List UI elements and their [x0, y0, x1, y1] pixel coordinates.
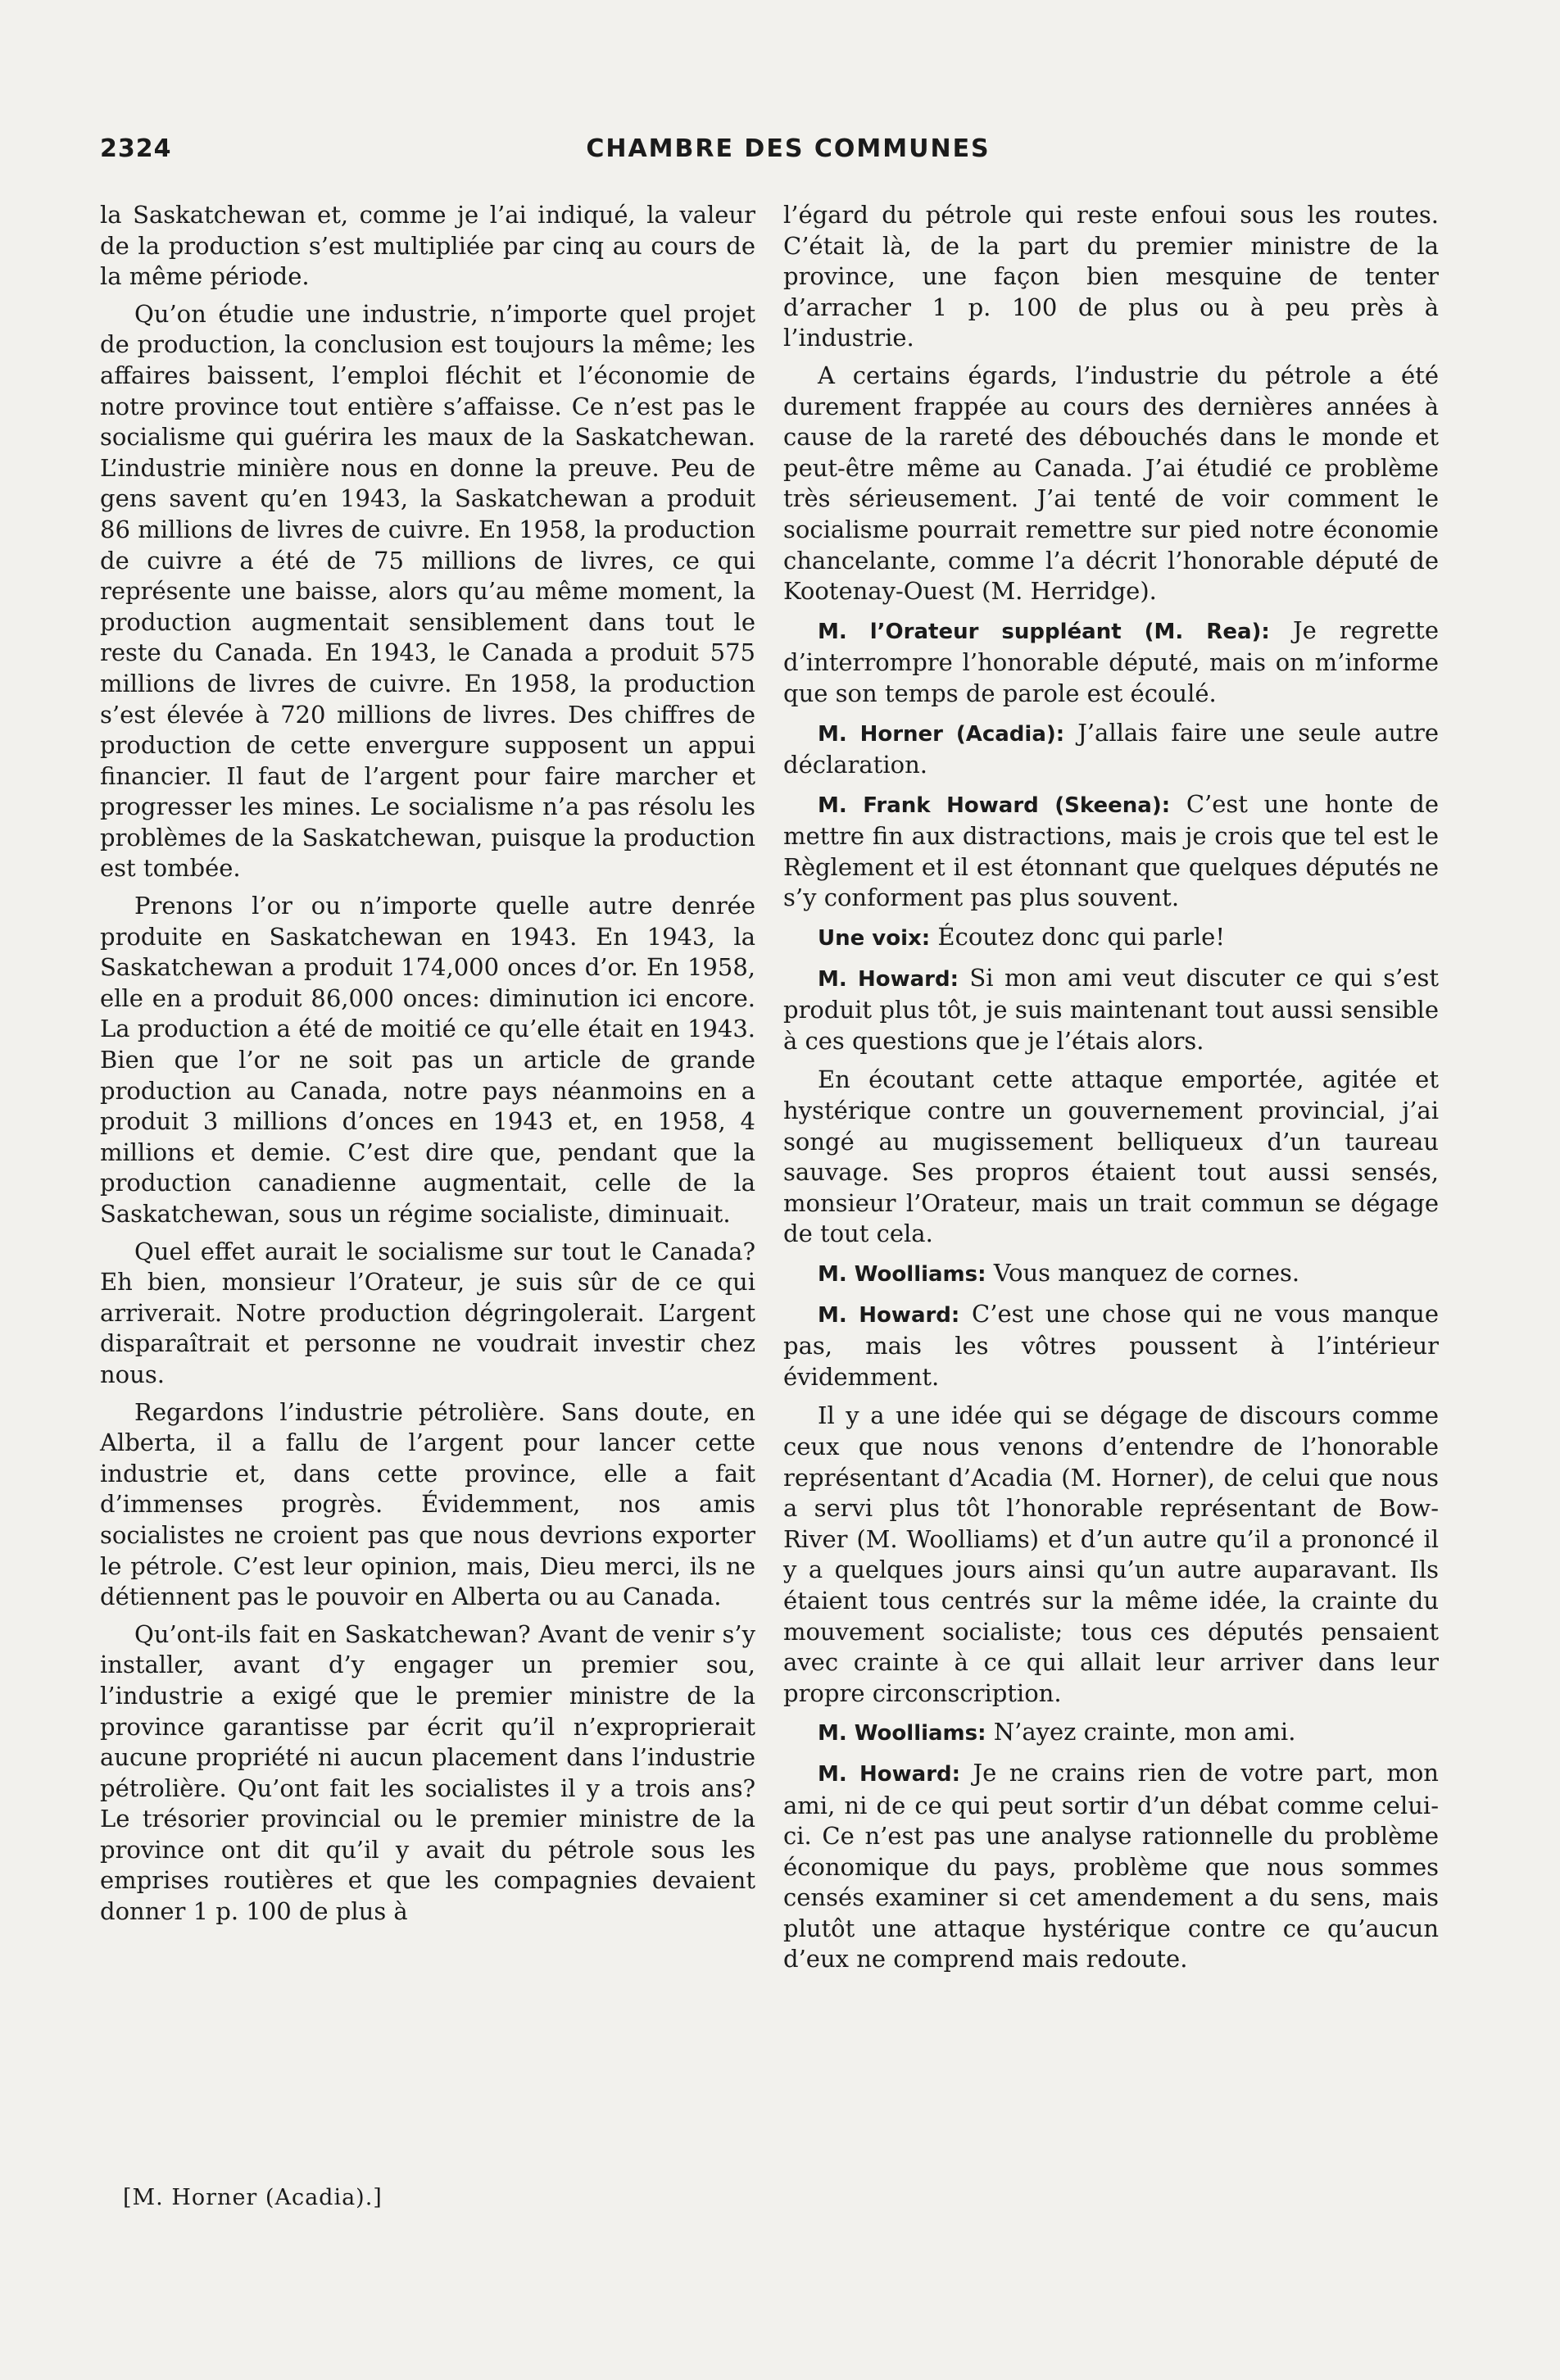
paragraph: Quel effet aurait le socialisme sur tout le Canada? Eh bien, monsieur l’Orateur, je suis sûr de ce qui arriverait. Notre production dégringolerait. L’argent disparaîtrait et personne ne voudrait investir chez nous. [100, 1237, 755, 1388]
speech-text: Je regrette d’interrompre l’honorable député, mais on m’informe que son temps de parole est écoulé. [783, 615, 1439, 707]
speech [783, 963, 1439, 1057]
paragraph: Prenons l’or ou n’importe quelle autre denrée produite en Saskatchewan en 1943. En 1943, la Saskatchewan a produit 174,000 onces d’or. En 1958, elle en a produit 86,000 onces: diminution ici encore. La production a été de moitié ce qu’elle était en 1943. Bien que l’or ne soit pas un article de grande production au Canada, notre pays néanmoins en a produit 3 millions d’onces en 1943 et, en 1958, 4 millions et demie. C’est dire que, pendant que la production canadienne augmentait, celle de la Saskatchewan, sous un régime socialiste, diminuait. [100, 892, 755, 1228]
speaker-name: M. l’Orateur suppléant (M. Rea): [818, 619, 1270, 644]
speech-text: C’est une honte de mettre fin aux distractions, mais je crois que tel est le Règlement et il est étonnant que quelques députés ne s’y conforment pas plus souvent. [783, 789, 1439, 912]
speaker-name: M. Woolliams: [818, 1262, 986, 1287]
speech [783, 615, 1439, 710]
speech-text: N’ayez crainte, mon ami. [993, 1718, 1296, 1746]
speaker-name: M. Woolliams: [818, 1721, 986, 1746]
speech-text: J’allais faire une seule autre déclaration. [783, 718, 1440, 779]
paragraph: En écoutant cette attaque emportée, agitée et hystérique contre un gouvernement provincial, j’ai songé au mugissement belliqueux d’un taureau sauvage. Ses propros étaient tout aussi sensés, monsieur l’Orateur, mais un trait commun se dégage de tout cela. [783, 1065, 1439, 1248]
speech-text: Si mon ami veut discuter ce qui s’est produit plus tôt, je suis maintenant tout aussi sensible à ces questions que je l’étais alors. [783, 963, 1439, 1055]
speech [783, 1258, 1439, 1291]
speaker-name: M. Horner (Acadia): [818, 721, 1065, 747]
speech-text: Écoutez donc qui parle! [937, 923, 1225, 952]
running-head: CHAMBRE DES COMMUNES [586, 134, 991, 163]
paragraph: A certains égards, l’industrie du pétrole a été durement frappée au cours des dernières années à cause de la rareté des débouchés dans le monde et peut-être même au Canada. J’ai étudié ce problème très sérieusement. J’ai tenté de voir comment le socialisme pourrait remettre sur pied notre économie chancelante, comme l’a décrit l’honorable député de Kootenay-Ouest (M. Herridge). [783, 361, 1439, 606]
speech [783, 1717, 1439, 1750]
speech-text: Vous manquez de cornes. [993, 1259, 1300, 1287]
page-number: 2324 [100, 134, 172, 163]
speaker-name: M. Howard: [818, 1302, 960, 1328]
speech [783, 1299, 1439, 1393]
paragraph: la Saskatchewan et, comme je l’ai indiqué, la valeur de la production s’est multipliée par cinq au cours de la même période. [100, 201, 755, 291]
speaker-name: M. Howard: [818, 966, 959, 992]
paragraph: Regardons l’industrie pétrolière. Sans doute, en Alberta, il a fallu de l’argent pour lancer cette industrie et, dans cette province, elle a fait d’immenses progrès. Évidemment, nos amis socialistes ne croient pas que nous devrions exporter le pétrole. C’est leur opinion, mais, Dieu merci, ils ne détiennent pas le pouvoir en Alberta ou au Canada. [100, 1397, 755, 1611]
speaker-name: Une voix: [818, 926, 931, 952]
speech-text: C’est une chose qui ne vous manque pas, mais les vôtres poussent à l’intérieur évidemment. [783, 1299, 1440, 1391]
paragraph: Qu’ont-ils fait en Saskatchewan? Avant de venir s’y installer, avant d’y engager un premier sou, l’industrie a exigé que le premier ministre de la province garantisse par écrit qu’il n’exproprierait aucune propriété ni aucun placement dans l’industrie pétrolière. Qu’ont fait les socialistes il y a trois ans? Le trésorier provincial ou le premier ministre de la province ont dit qu’il y avait du pétrole sous les emprises routières et que les compagnies devaient donner 1 p. 100 de plus à [100, 1619, 755, 1926]
speaker-name: M. Howard: [818, 1761, 961, 1787]
paragraph: Il y a une idée qui se dégage de discours comme ceux que nous venons d’entendre de l’honorable représentant d’Acadia (M. Horner), de celui que nous a servi plus tôt l’honorable représentant de Bow-River (M. Woolliams) et d’un autre qu’il a prononcé il y a quelques jours ainsi qu’un autre auparavant. Ils étaient tous centrés sur la même idée, la crainte du mouvement socialiste; tous ces députés pensaient avec crainte à ce qui allait leur arriver dans leur propre circonscription. [783, 1401, 1439, 1707]
speech [783, 1758, 1439, 1975]
speech [783, 789, 1439, 914]
speech-text: Je ne crains rien de votre part, mon ami, ni de ce qui peut sortir d’un débat comme celui-ci. Ce n’est pas une analyse rationnelle du problème économique du pays, problème que nous sommes censés examiner si cet amendement a du sens, mais plutôt une attaque hystérique contre ce qu’aucun d’eux ne comprend mais redoute. [783, 1758, 1439, 1973]
speech [783, 922, 1439, 955]
speech [783, 718, 1439, 781]
paragraph: l’égard du pétrole qui reste enfoui sous les routes. C’était là, de la part du premier ministre de la province, une façon bien mesquine de tenter d’arracher 1 p. 100 de plus ou à peu près à l’industrie. [783, 201, 1439, 352]
page-header [100, 134, 1476, 177]
paragraph: Qu’on étudie une industrie, n’importe quel projet de production, la conclusion est toujours la même; les affaires baissent, l’emploi fléchit et l’économie de notre province tout entière s’affaisse. Ce n’est pas le socialisme qui guérira les maux de la Saskatchewan. L’industrie minière nous en donne la preuve. Peu de gens savent qu’en 1943, la Saskatchewan a produit 86 millions de livres de cuivre. En 1958, la production de cuivre a été de 75 millions de livres, ce qui représente une baisse, alors qu’au même moment, la production augmentait sensiblement dans tout le reste du Canada. En 1943, le Canada a produit 575 millions de livres de cuivre. En 1958, la production s’est élevée à 720 millions de livres. Des chiffres de production de cette envergure supposent un appui financier. Il faut de l’argent pour faire marcher et progresser les mines. Le socialisme n’a pas résolu les problèmes de la Saskatchewan, puisque la production est tombée. [100, 299, 755, 883]
speaker-name: M. Frank Howard (Skeena): [818, 793, 1171, 818]
left-column [100, 200, 755, 1934]
right-column [783, 200, 1439, 1982]
footer-note: [M. Horner (Acadia).] [123, 2185, 383, 2210]
